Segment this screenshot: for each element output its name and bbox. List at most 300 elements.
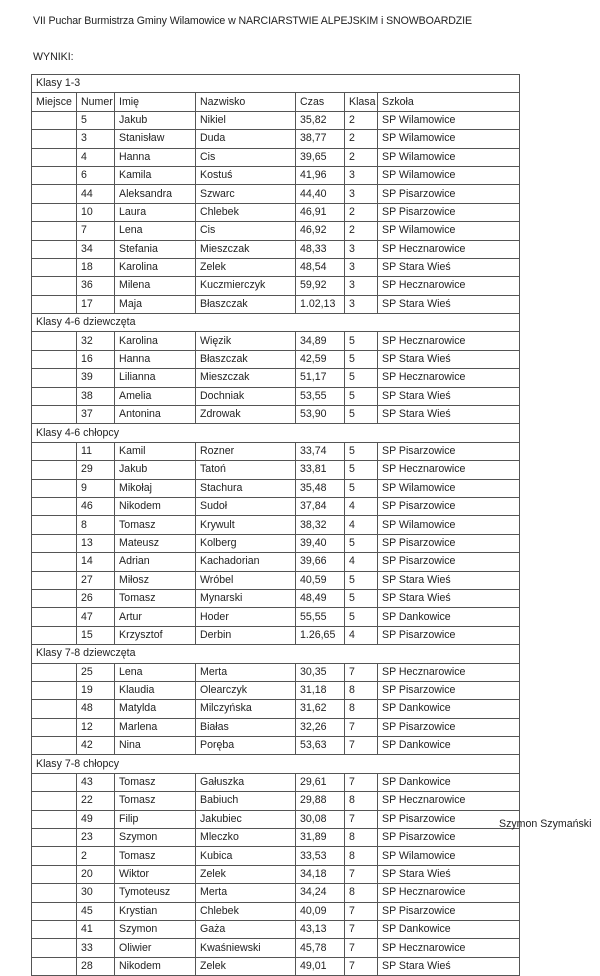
cell-time: 39,65 bbox=[296, 148, 345, 166]
cell-class: 2 bbox=[345, 203, 378, 221]
cell-first-name: Oliwier bbox=[115, 939, 196, 957]
cell-class: 7 bbox=[345, 773, 378, 791]
cell-school: SP Wilamowice bbox=[378, 166, 520, 184]
cell-class: 2 bbox=[345, 148, 378, 166]
cell-last-name: Tatoń bbox=[196, 461, 296, 479]
cell-school: SP Dankowice bbox=[378, 773, 520, 791]
table-row bbox=[32, 700, 520, 718]
cell-last-name: Sudoł bbox=[196, 497, 296, 515]
cell-number: 44 bbox=[77, 185, 115, 203]
cell-first-name: Nikodem bbox=[115, 497, 196, 515]
cell-place bbox=[32, 939, 77, 957]
cell-number: 27 bbox=[77, 571, 115, 589]
cell-number: 47 bbox=[77, 608, 115, 626]
cell-first-name: Tomasz bbox=[115, 792, 196, 810]
cell-number: 12 bbox=[77, 718, 115, 736]
cell-place bbox=[32, 608, 77, 626]
column-header-place: Miejsce bbox=[32, 93, 77, 111]
cell-place bbox=[32, 792, 77, 810]
table-row bbox=[32, 718, 520, 736]
cell-time: 33,81 bbox=[296, 461, 345, 479]
cell-last-name: Mieszczak bbox=[196, 240, 296, 258]
cell-last-name: Derbin bbox=[196, 626, 296, 644]
table-row bbox=[32, 571, 520, 589]
cell-first-name: Karolina bbox=[115, 332, 196, 350]
cell-place bbox=[32, 902, 77, 920]
cell-time: 40,59 bbox=[296, 571, 345, 589]
cell-number: 16 bbox=[77, 350, 115, 368]
table-row bbox=[32, 406, 520, 424]
cell-place bbox=[32, 479, 77, 497]
cell-place bbox=[32, 810, 77, 828]
cell-time: 38,77 bbox=[296, 130, 345, 148]
cell-place bbox=[32, 111, 77, 129]
table-row bbox=[32, 277, 520, 295]
cell-time: 55,55 bbox=[296, 608, 345, 626]
cell-school: SP Pisarzowice bbox=[378, 718, 520, 736]
cell-number: 17 bbox=[77, 295, 115, 313]
cell-place bbox=[32, 203, 77, 221]
table-row bbox=[32, 369, 520, 387]
cell-class: 7 bbox=[345, 939, 378, 957]
cell-school: SP Wilamowice bbox=[378, 516, 520, 534]
table-row bbox=[32, 479, 520, 497]
cell-last-name: Kostuś bbox=[196, 166, 296, 184]
cell-first-name: Jakub bbox=[115, 461, 196, 479]
cell-number: 29 bbox=[77, 461, 115, 479]
cell-class: 5 bbox=[345, 369, 378, 387]
cell-last-name: Zelek bbox=[196, 957, 296, 975]
cell-last-name: Gaża bbox=[196, 920, 296, 938]
cell-school: SP Hecznarowice bbox=[378, 277, 520, 295]
cell-place bbox=[32, 957, 77, 975]
cell-first-name: Mateusz bbox=[115, 534, 196, 552]
cell-time: 30,08 bbox=[296, 810, 345, 828]
cell-time: 33,74 bbox=[296, 442, 345, 460]
cell-time: 39,66 bbox=[296, 553, 345, 571]
cell-last-name: Cis bbox=[196, 222, 296, 240]
cell-first-name: Nikodem bbox=[115, 957, 196, 975]
cell-class: 5 bbox=[345, 350, 378, 368]
cell-time: 31,89 bbox=[296, 829, 345, 847]
cell-first-name: Amelia bbox=[115, 387, 196, 405]
cell-number: 36 bbox=[77, 277, 115, 295]
table-row bbox=[32, 497, 520, 515]
cell-first-name: Tomasz bbox=[115, 589, 196, 607]
cell-class: 7 bbox=[345, 920, 378, 938]
cell-time: 46,92 bbox=[296, 222, 345, 240]
cell-class: 8 bbox=[345, 829, 378, 847]
cell-school: SP Stara Wieś bbox=[378, 957, 520, 975]
cell-last-name: Milczyńska bbox=[196, 700, 296, 718]
cell-last-name: Chlebek bbox=[196, 203, 296, 221]
cell-school: SP Stara Wieś bbox=[378, 571, 520, 589]
cell-first-name: Jakub bbox=[115, 111, 196, 129]
table-row bbox=[32, 865, 520, 883]
cell-time: 48,33 bbox=[296, 240, 345, 258]
cell-place bbox=[32, 847, 77, 865]
cell-school: SP Wilamowice bbox=[378, 130, 520, 148]
table-row bbox=[32, 185, 520, 203]
cell-number: 9 bbox=[77, 479, 115, 497]
cell-first-name: Hanna bbox=[115, 148, 196, 166]
cell-first-name: Filip bbox=[115, 810, 196, 828]
cell-time: 37,84 bbox=[296, 497, 345, 515]
cell-school: SP Pisarzowice bbox=[378, 626, 520, 644]
cell-time: 33,53 bbox=[296, 847, 345, 865]
cell-number: 23 bbox=[77, 829, 115, 847]
cell-number: 19 bbox=[77, 681, 115, 699]
table-row bbox=[32, 939, 520, 957]
cell-place bbox=[32, 626, 77, 644]
cell-place bbox=[32, 387, 77, 405]
section-header-row bbox=[32, 75, 520, 93]
section-label: Klasy 4-6 dziewczęta bbox=[32, 314, 520, 332]
cell-place bbox=[32, 240, 77, 258]
cell-class: 8 bbox=[345, 847, 378, 865]
table-row bbox=[32, 608, 520, 626]
cell-last-name: Kolberg bbox=[196, 534, 296, 552]
cell-place bbox=[32, 369, 77, 387]
cell-class: 8 bbox=[345, 700, 378, 718]
table-row bbox=[32, 148, 520, 166]
cell-class: 3 bbox=[345, 258, 378, 276]
column-header-last-name: Nazwisko bbox=[196, 93, 296, 111]
cell-school: SP Wilamowice bbox=[378, 479, 520, 497]
cell-class: 3 bbox=[345, 295, 378, 313]
cell-last-name: Nikiel bbox=[196, 111, 296, 129]
cell-first-name: Krystian bbox=[115, 902, 196, 920]
cell-class: 5 bbox=[345, 332, 378, 350]
cell-school: SP Pisarzowice bbox=[378, 829, 520, 847]
cell-time: 34,24 bbox=[296, 884, 345, 902]
cell-school: SP Hecznarowice bbox=[378, 939, 520, 957]
cell-class: 5 bbox=[345, 571, 378, 589]
table-row bbox=[32, 332, 520, 350]
cell-time: 32,26 bbox=[296, 718, 345, 736]
cell-class: 5 bbox=[345, 534, 378, 552]
section-header-row bbox=[32, 645, 520, 663]
table-row bbox=[32, 681, 520, 699]
cell-place bbox=[32, 277, 77, 295]
cell-time: 49,01 bbox=[296, 957, 345, 975]
cell-last-name: Merta bbox=[196, 884, 296, 902]
cell-place bbox=[32, 222, 77, 240]
cell-first-name: Marlena bbox=[115, 718, 196, 736]
cell-time: 48,49 bbox=[296, 589, 345, 607]
cell-place bbox=[32, 130, 77, 148]
cell-school: SP Stara Wieś bbox=[378, 406, 520, 424]
cell-place bbox=[32, 166, 77, 184]
cell-school: SP Dankowice bbox=[378, 737, 520, 755]
cell-time: 38,32 bbox=[296, 516, 345, 534]
cell-class: 4 bbox=[345, 497, 378, 515]
cell-place bbox=[32, 350, 77, 368]
results-table bbox=[31, 74, 520, 976]
cell-number: 34 bbox=[77, 240, 115, 258]
section-label: Klasy 7-8 chłopcy bbox=[32, 755, 520, 773]
cell-last-name: Poręba bbox=[196, 737, 296, 755]
cell-school: SP Pisarzowice bbox=[378, 902, 520, 920]
cell-first-name: Laura bbox=[115, 203, 196, 221]
cell-class: 8 bbox=[345, 681, 378, 699]
section-header-row bbox=[32, 755, 520, 773]
cell-class: 3 bbox=[345, 240, 378, 258]
table-row bbox=[32, 773, 520, 791]
signature: Szymon Szymański bbox=[499, 818, 592, 830]
cell-time: 34,89 bbox=[296, 332, 345, 350]
cell-school: SP Stara Wieś bbox=[378, 589, 520, 607]
cell-last-name: Białas bbox=[196, 718, 296, 736]
cell-number: 6 bbox=[77, 166, 115, 184]
table-row bbox=[32, 663, 520, 681]
cell-number: 15 bbox=[77, 626, 115, 644]
cell-first-name: Adrian bbox=[115, 553, 196, 571]
cell-time: 40,09 bbox=[296, 902, 345, 920]
cell-class: 4 bbox=[345, 516, 378, 534]
cell-last-name: Kwaśniewski bbox=[196, 939, 296, 957]
cell-school: SP Wilamowice bbox=[378, 847, 520, 865]
cell-first-name: Tomasz bbox=[115, 847, 196, 865]
cell-school: SP Hecznarowice bbox=[378, 240, 520, 258]
table-row bbox=[32, 589, 520, 607]
cell-place bbox=[32, 406, 77, 424]
cell-first-name: Milena bbox=[115, 277, 196, 295]
cell-number: 11 bbox=[77, 442, 115, 460]
cell-school: SP Hecznarowice bbox=[378, 884, 520, 902]
cell-number: 49 bbox=[77, 810, 115, 828]
cell-number: 25 bbox=[77, 663, 115, 681]
cell-school: SP Hecznarowice bbox=[378, 332, 520, 350]
section-header-row bbox=[32, 314, 520, 332]
cell-last-name: Stachura bbox=[196, 479, 296, 497]
cell-first-name: Lilianna bbox=[115, 369, 196, 387]
cell-number: 5 bbox=[77, 111, 115, 129]
cell-number: 18 bbox=[77, 258, 115, 276]
cell-number: 43 bbox=[77, 773, 115, 791]
table-row bbox=[32, 534, 520, 552]
cell-class: 7 bbox=[345, 663, 378, 681]
cell-school: SP Stara Wieś bbox=[378, 350, 520, 368]
cell-place bbox=[32, 737, 77, 755]
cell-place bbox=[32, 589, 77, 607]
cell-place bbox=[32, 718, 77, 736]
cell-last-name: Babiuch bbox=[196, 792, 296, 810]
cell-last-name: Merta bbox=[196, 663, 296, 681]
cell-time: 1.26,65 bbox=[296, 626, 345, 644]
cell-first-name: Antonina bbox=[115, 406, 196, 424]
cell-first-name: Tomasz bbox=[115, 516, 196, 534]
cell-first-name: Kamila bbox=[115, 166, 196, 184]
cell-class: 4 bbox=[345, 626, 378, 644]
cell-place bbox=[32, 571, 77, 589]
cell-class: 2 bbox=[345, 111, 378, 129]
cell-first-name: Maja bbox=[115, 295, 196, 313]
cell-school: SP Wilamowice bbox=[378, 111, 520, 129]
cell-last-name: Kuczmierczyk bbox=[196, 277, 296, 295]
cell-first-name: Artur bbox=[115, 608, 196, 626]
cell-first-name: Krzysztof bbox=[115, 626, 196, 644]
cell-first-name: Klaudia bbox=[115, 681, 196, 699]
cell-last-name: Wróbel bbox=[196, 571, 296, 589]
cell-number: 42 bbox=[77, 737, 115, 755]
cell-school: SP Stara Wieś bbox=[378, 258, 520, 276]
table-row bbox=[32, 516, 520, 534]
cell-school: SP Pisarzowice bbox=[378, 681, 520, 699]
cell-time: 29,61 bbox=[296, 773, 345, 791]
section-header-row bbox=[32, 424, 520, 442]
document-title: VII Puchar Burmistrza Gminy Wilamowice w NARCIARSTWIE ALPEJSKIM i SNOWBOARDZIE bbox=[33, 15, 472, 27]
cell-time: 48,54 bbox=[296, 258, 345, 276]
cell-number: 37 bbox=[77, 406, 115, 424]
cell-school: SP Stara Wieś bbox=[378, 295, 520, 313]
cell-number: 7 bbox=[77, 222, 115, 240]
cell-last-name: Cis bbox=[196, 148, 296, 166]
cell-place bbox=[32, 185, 77, 203]
cell-time: 29,88 bbox=[296, 792, 345, 810]
cell-last-name: Kachadorian bbox=[196, 553, 296, 571]
cell-class: 2 bbox=[345, 222, 378, 240]
cell-place bbox=[32, 461, 77, 479]
cell-time: 41,96 bbox=[296, 166, 345, 184]
cell-last-name: Mieszczak bbox=[196, 369, 296, 387]
cell-first-name: Hanna bbox=[115, 350, 196, 368]
table-row bbox=[32, 902, 520, 920]
column-header-number: Numer bbox=[77, 93, 115, 111]
cell-class: 5 bbox=[345, 461, 378, 479]
cell-time: 31,62 bbox=[296, 700, 345, 718]
cell-place bbox=[32, 884, 77, 902]
cell-place bbox=[32, 920, 77, 938]
cell-time: 35,82 bbox=[296, 111, 345, 129]
cell-time: 51,17 bbox=[296, 369, 345, 387]
cell-number: 4 bbox=[77, 148, 115, 166]
cell-school: SP Pisarzowice bbox=[378, 553, 520, 571]
column-header-class: Klasa bbox=[345, 93, 378, 111]
cell-first-name: Lena bbox=[115, 663, 196, 681]
cell-last-name: Zelek bbox=[196, 865, 296, 883]
cell-class: 7 bbox=[345, 865, 378, 883]
cell-class: 2 bbox=[345, 130, 378, 148]
cell-last-name: Więzik bbox=[196, 332, 296, 350]
cell-number: 30 bbox=[77, 884, 115, 902]
cell-place bbox=[32, 148, 77, 166]
cell-class: 5 bbox=[345, 442, 378, 460]
cell-school: SP Hecznarowice bbox=[378, 663, 520, 681]
cell-last-name: Gałuszka bbox=[196, 773, 296, 791]
cell-last-name: Jakubiec bbox=[196, 810, 296, 828]
cell-last-name: Szwarc bbox=[196, 185, 296, 203]
table-row bbox=[32, 350, 520, 368]
cell-first-name: Stanisław bbox=[115, 130, 196, 148]
cell-place bbox=[32, 553, 77, 571]
cell-last-name: Błaszczak bbox=[196, 295, 296, 313]
cell-last-name: Błaszczak bbox=[196, 350, 296, 368]
cell-class: 7 bbox=[345, 718, 378, 736]
cell-class: 8 bbox=[345, 792, 378, 810]
cell-school: SP Hecznarowice bbox=[378, 461, 520, 479]
cell-school: SP Hecznarowice bbox=[378, 369, 520, 387]
cell-number: 45 bbox=[77, 902, 115, 920]
table-row bbox=[32, 957, 520, 975]
cell-class: 7 bbox=[345, 957, 378, 975]
cell-school: SP Pisarzowice bbox=[378, 497, 520, 515]
cell-first-name: Tomasz bbox=[115, 773, 196, 791]
column-header-time: Czas bbox=[296, 93, 345, 111]
cell-school: SP Hecznarowice bbox=[378, 792, 520, 810]
cell-class: 5 bbox=[345, 589, 378, 607]
table-row bbox=[32, 737, 520, 755]
cell-place bbox=[32, 516, 77, 534]
results-heading: WYNIKI: bbox=[33, 51, 74, 63]
table-row bbox=[32, 884, 520, 902]
cell-class: 3 bbox=[345, 166, 378, 184]
cell-first-name: Nina bbox=[115, 737, 196, 755]
cell-class: 5 bbox=[345, 479, 378, 497]
cell-time: 1.02,13 bbox=[296, 295, 345, 313]
cell-number: 26 bbox=[77, 589, 115, 607]
results-table-body bbox=[32, 75, 520, 976]
cell-place bbox=[32, 865, 77, 883]
cell-class: 3 bbox=[345, 185, 378, 203]
cell-first-name: Tymoteusz bbox=[115, 884, 196, 902]
cell-first-name: Kamil bbox=[115, 442, 196, 460]
cell-first-name: Stefania bbox=[115, 240, 196, 258]
cell-first-name: Mikołaj bbox=[115, 479, 196, 497]
cell-time: 53,90 bbox=[296, 406, 345, 424]
cell-number: 28 bbox=[77, 957, 115, 975]
cell-class: 8 bbox=[345, 884, 378, 902]
cell-time: 59,92 bbox=[296, 277, 345, 295]
cell-first-name: Szymon bbox=[115, 920, 196, 938]
cell-first-name: Szymon bbox=[115, 829, 196, 847]
cell-time: 35,48 bbox=[296, 479, 345, 497]
cell-time: 45,78 bbox=[296, 939, 345, 957]
cell-class: 4 bbox=[345, 553, 378, 571]
column-header-school: Szkoła bbox=[378, 93, 520, 111]
cell-place bbox=[32, 681, 77, 699]
cell-school: SP Pisarzowice bbox=[378, 810, 520, 828]
cell-time: 39,40 bbox=[296, 534, 345, 552]
cell-school: SP Dankowice bbox=[378, 700, 520, 718]
table-row bbox=[32, 240, 520, 258]
table-row bbox=[32, 222, 520, 240]
cell-first-name: Wiktor bbox=[115, 865, 196, 883]
cell-place bbox=[32, 829, 77, 847]
cell-number: 38 bbox=[77, 387, 115, 405]
cell-class: 7 bbox=[345, 902, 378, 920]
cell-number: 8 bbox=[77, 516, 115, 534]
section-label: Klasy 4-6 chłopcy bbox=[32, 424, 520, 442]
cell-place bbox=[32, 773, 77, 791]
table-row bbox=[32, 626, 520, 644]
section-label: Klasy 1-3 bbox=[32, 75, 520, 93]
cell-first-name: Miłosz bbox=[115, 571, 196, 589]
cell-number: 48 bbox=[77, 700, 115, 718]
table-row bbox=[32, 258, 520, 276]
cell-first-name: Matylda bbox=[115, 700, 196, 718]
cell-place bbox=[32, 663, 77, 681]
cell-school: SP Stara Wieś bbox=[378, 865, 520, 883]
cell-number: 20 bbox=[77, 865, 115, 883]
column-header-row bbox=[32, 93, 520, 111]
cell-number: 2 bbox=[77, 847, 115, 865]
cell-number: 3 bbox=[77, 130, 115, 148]
cell-number: 46 bbox=[77, 497, 115, 515]
cell-class: 3 bbox=[345, 277, 378, 295]
cell-time: 34,18 bbox=[296, 865, 345, 883]
table-row bbox=[32, 111, 520, 129]
